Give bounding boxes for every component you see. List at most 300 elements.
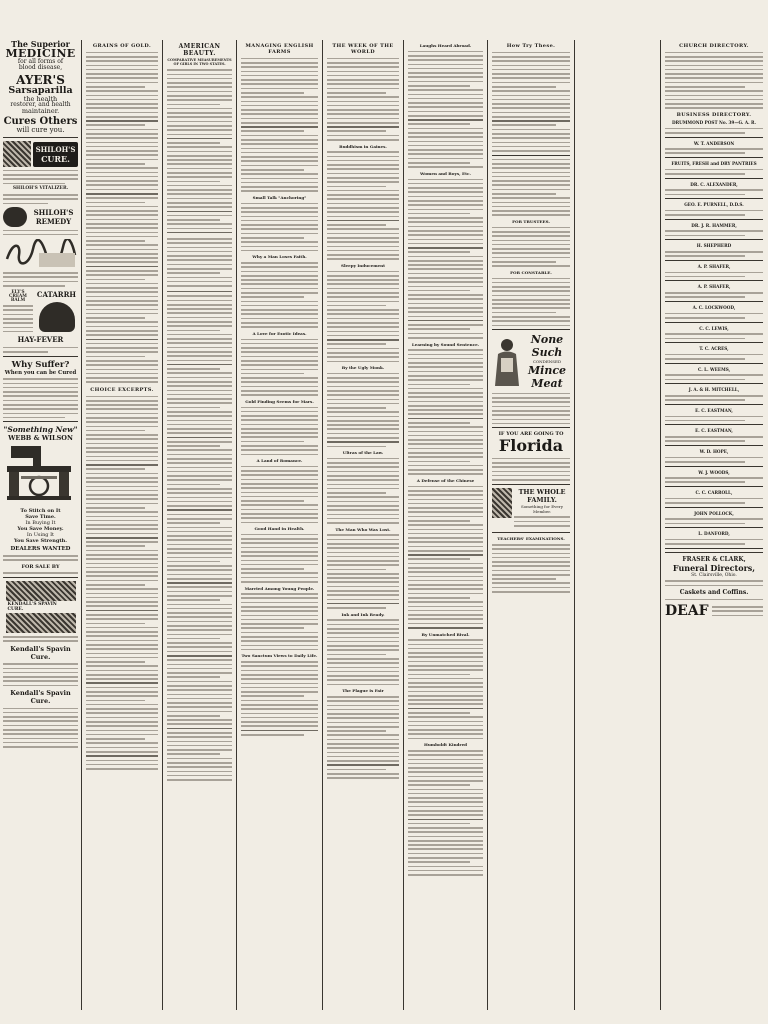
directory-entry [665,284,763,302]
body-text-line [492,231,570,233]
body-text-line [241,301,318,303]
body-text-line [665,60,763,62]
body-text-line [492,548,570,550]
body-text-line [492,282,570,284]
body-text-line [327,556,399,558]
body-text-line [86,751,158,753]
article-heading: A Love for Exotic Ideas. [252,330,307,336]
body-text-line [167,462,232,464]
body-text-line [86,253,158,255]
bottle-illustration [3,141,31,167]
article-heading: Humboldt Kindred [423,742,468,748]
body-text-line [167,719,232,721]
body-text-line [167,694,232,696]
body-text-line [241,250,318,252]
body-text-line [408,661,483,663]
body-text-line [327,462,399,464]
body-text-line [86,670,158,672]
body-text-line [167,775,232,777]
article-heading: Why a Man Loses Faith. [252,254,307,260]
directory-heading: BUSINESS DIRECTORY. [676,111,752,118]
body-text-line [167,629,232,631]
body-text-line [327,271,399,273]
body-text-line [327,560,399,562]
body-text-line [327,173,399,175]
body-text-line [492,462,570,464]
body-text-line [86,451,158,453]
body-text-line [408,277,483,279]
body-text-line [665,333,763,335]
body-text-line [241,674,318,676]
article-heading: FOR CONSTABLE. [510,269,552,275]
body-text-line [241,241,318,243]
ad-title: THE WHOLE FAMILY. [518,487,566,504]
body-text-line [167,616,232,618]
body-text-line [327,177,399,179]
body-text-line [408,819,483,821]
body-text-line [241,445,318,447]
body-text-line [167,211,232,213]
body-text-line [167,334,232,336]
body-text-line [408,767,483,769]
body-text-line [167,151,232,153]
ad-line: FOR SALE BY [21,563,60,570]
body-text-line [408,371,483,373]
body-text-line [327,734,399,736]
directory-entry [665,264,763,282]
body-text-line [86,400,158,402]
body-text-line [492,574,570,576]
body-text-line [327,130,386,132]
body-text-line [241,165,318,167]
body-text-line [241,428,318,430]
body-text-line [167,206,232,208]
directory-entry [665,182,763,200]
body-text-line [327,386,399,388]
body-text-line [167,223,232,225]
body-text-line [86,120,158,122]
body-text-line [86,99,158,101]
body-text-line [327,211,399,213]
body-text-line [408,648,483,650]
body-text-line [167,621,232,623]
body-text-line [241,92,304,94]
body-text-line [241,318,318,320]
body-text-line [408,268,483,270]
body-text-line [492,471,570,473]
body-text-line [408,725,483,727]
body-text-line [241,377,318,379]
body-text-line [408,145,483,147]
body-text-line [408,349,483,351]
body-text-line [327,237,399,239]
body-text-line [86,618,158,620]
body-text-line [241,126,318,128]
body-text-line [241,96,318,98]
body-text-line [86,129,158,131]
body-text-line [492,159,570,161]
body-text-line [408,461,470,463]
body-text-line [241,237,304,239]
body-text-line [665,86,745,88]
body-text-line [86,287,158,289]
body-text-line [86,408,158,410]
body-text-line [86,343,158,345]
ad-line: restorer, and health [10,101,71,109]
body-text-line [167,638,220,640]
body-text-line [241,572,318,574]
body-text-line [327,713,399,715]
body-text-line [241,322,318,324]
directory-entry-name: T. C. ACRES, [699,346,729,352]
body-text-line [86,575,158,577]
body-text-line [327,250,399,252]
body-text-line [408,311,483,313]
body-text-line [408,409,483,411]
body-text-line [492,248,570,250]
body-text-line [241,207,318,209]
body-text-line [327,705,399,707]
body-text-line [167,766,232,768]
body-text-line [241,564,318,566]
body-text-line [492,227,570,229]
body-text-line [408,281,483,283]
body-text-line [408,494,483,496]
body-text-line [408,571,483,573]
body-text-line [492,397,570,399]
body-text-line [241,538,318,540]
body-text-line [327,105,399,107]
directory-entry-name: A. C. LOCKWOOD, [692,305,736,310]
body-text-line [241,113,318,115]
directory-entry [665,305,763,323]
body-text-line [167,247,232,249]
body-text-line [241,597,318,599]
body-text-line [408,439,483,441]
body-text-line [241,593,318,595]
body-text-line [408,537,483,539]
body-text-line [167,411,232,413]
body-text-line [492,77,570,79]
body-text-line [327,475,399,477]
body-text-line [86,304,158,306]
body-text-line [327,590,399,592]
body-text-line [167,364,232,366]
body-text-line [241,364,318,366]
body-text-line [327,619,399,621]
body-text-line [167,612,232,614]
remedy-illustration [3,207,27,227]
body-text-line [665,440,745,442]
article-heading: Ink and Ink Ready. [341,611,385,617]
body-text-line [492,582,570,584]
directory-entry [665,449,763,467]
article-heading: Sleepy Inducement [340,262,386,268]
body-text-line [167,574,232,576]
body-text-line [86,103,158,105]
directory-entry-name: W. J. WOODS, [698,469,730,475]
body-text-line [327,756,399,758]
body-text-line [86,159,158,161]
body-text-line [327,654,386,656]
body-text-line [241,645,318,647]
body-text-line [327,88,399,90]
body-text-line [665,189,763,191]
body-text-line [241,62,318,64]
body-text-line [167,330,220,332]
body-text-line [167,308,232,310]
body-text-line [327,607,386,609]
body-text-line [86,133,158,135]
article-heading: Buddhism in Gaines. [339,143,387,149]
body-text-line [241,88,318,90]
body-text-line [241,700,318,702]
body-text-line [665,194,745,196]
body-text-line [86,274,158,276]
directory-entry-name: C. C. LEWIS, [699,325,729,331]
body-text-line [408,511,483,513]
body-text-line [167,381,232,383]
body-text-line [327,760,399,762]
ad-headline: MEDICINE [5,47,76,61]
body-text-line [492,52,570,54]
body-text-line [241,636,318,638]
body-text-line [167,420,232,422]
body-text-line [665,56,763,58]
body-text-line [665,296,745,298]
body-text-line [241,339,318,341]
body-text-line [241,182,318,184]
body-text-line [86,580,158,582]
body-text-line [241,555,318,557]
body-text-line [327,92,386,94]
body-text-line [86,189,158,191]
ad-line: Save Time. [25,514,56,521]
body-text-line [167,360,232,362]
body-text-line [408,413,483,415]
body-text-line [408,465,483,467]
ad-title: SHILOH'S VITALIZER. [12,186,69,191]
body-text-line [408,128,483,130]
body-text-line [408,366,483,368]
body-text-line [167,99,232,101]
body-text-line [86,631,158,633]
body-text-line [408,810,483,812]
body-text-line [327,113,399,115]
body-text-line [327,671,399,673]
body-text-line [86,601,158,603]
body-text-line [241,454,318,456]
directory-entry [665,531,763,549]
body-text-line [408,76,483,78]
body-text-line [86,760,158,762]
body-text-line [408,503,483,505]
body-text-line [327,186,386,188]
body-text-line [408,576,483,578]
body-text-line [665,539,763,541]
body-text-line [492,240,570,242]
body-text-line [86,507,145,509]
body-text-line [665,210,763,212]
body-text-line [86,142,158,144]
body-text-line [241,479,318,481]
body-text-line [327,164,399,166]
shiloh-remedy-ad [3,207,78,227]
body-text-line [408,162,470,164]
body-text-line [167,527,232,529]
body-text-line [327,739,399,741]
body-text-line [167,424,232,426]
body-text-line [408,183,483,185]
body-text-line [241,343,318,345]
body-text-line [167,112,232,114]
ad-line: Something for Every Member. [521,503,563,514]
body-text-line [408,593,483,595]
body-text-line [665,95,763,97]
body-text-line [327,83,399,85]
body-text-line [408,678,483,680]
body-text-line [408,452,483,454]
ad-line: You Save Money. [17,526,64,533]
body-text-line [492,69,570,71]
body-text-line [241,186,318,188]
body-text-line [665,481,745,483]
body-text-line [241,522,318,524]
ad-title: Meat [531,377,563,391]
body-text-line [408,59,483,61]
body-text-line [408,721,483,723]
body-text-line [665,65,763,67]
body-text-line [492,553,570,555]
body-text-line [327,479,399,481]
column-7-notices-ads [489,40,573,1010]
body-text-line [327,62,399,64]
body-text-line [86,369,158,371]
body-text-line [327,632,399,634]
body-text-line [408,754,483,756]
body-text-line [408,431,483,433]
column-3-american-beauty [164,40,235,1010]
body-text-line [86,240,145,242]
body-text-line [492,180,570,182]
body-text-line [492,475,570,477]
body-text-line [241,517,318,519]
body-text-line [167,685,232,687]
body-text-line [167,702,232,704]
body-text-line [408,247,483,249]
none-such-mince-meat-ad [492,333,570,390]
body-text-line [241,386,318,388]
ad-line: Cures Others [3,115,78,127]
body-text-line [241,602,318,604]
body-text-line [167,347,232,349]
body-text-line [665,436,763,438]
body-text-line [408,55,483,57]
body-text-line [327,356,399,358]
body-text-line [241,725,318,727]
body-text-line [408,328,470,330]
body-text-line [86,347,158,349]
body-text-line [408,401,483,403]
body-text-line [241,436,318,438]
body-text-line [86,653,158,655]
body-text-line [167,698,232,700]
body-text-line [408,196,483,198]
body-text-line [167,407,220,409]
body-text-line [167,69,232,71]
body-text-line [408,320,483,322]
body-text-line [327,658,399,660]
body-text-line [86,550,158,552]
body-text-line [492,150,570,152]
body-text-line [241,606,318,608]
body-text-line [665,498,763,500]
directory-entry [665,428,763,446]
body-text-line [327,437,399,439]
body-text-line [327,594,399,596]
body-text-line [665,132,745,134]
body-text-line [167,304,232,306]
body-text-line [327,318,399,320]
body-text-line [167,108,232,110]
body-text-line [665,107,763,109]
body-text-line [86,413,158,415]
body-text-line [241,568,304,570]
body-text-line [408,132,483,134]
body-text-line [241,279,318,281]
body-text-line [665,457,763,459]
ayers-sarsaparilla-ad [3,40,78,134]
body-text-line [665,152,745,154]
body-text-line [408,844,483,846]
body-text-line [492,244,570,246]
undertaker-ad [665,556,763,620]
body-text-line [492,406,570,408]
body-text-line [327,773,399,775]
body-text-line [492,65,570,67]
body-text-line [167,277,232,279]
body-text-line [167,689,232,691]
directory-entry [665,120,763,138]
directory-entry [665,326,763,344]
ad-subtitle: REMEDY [35,216,72,226]
body-text-line [86,421,158,423]
body-text-line [241,351,318,353]
article-heading: Small Talk "Anchoring" [252,195,307,200]
body-text-line [665,379,745,381]
body-text-line [241,665,318,667]
body-text-line [408,784,470,786]
body-text-line [86,69,158,71]
ad-title: Why Suffer? [11,359,70,370]
directory-entry [665,223,763,241]
body-text-line [492,307,570,309]
body-text-line [665,313,763,315]
body-text-line [408,486,483,488]
directory-entry-name: W. D. HOPE, [699,448,729,454]
body-text-line [327,181,399,183]
body-text-line [167,651,232,653]
body-text-line [86,721,158,723]
body-text-line [241,139,318,141]
body-text-line [167,749,232,751]
body-text-line [408,221,483,223]
body-text-line [241,661,318,663]
body-text-line [327,194,399,196]
body-text-line [241,369,318,371]
ad-line: IF YOU ARE GOING TO [498,431,564,438]
body-text-line [167,771,232,773]
